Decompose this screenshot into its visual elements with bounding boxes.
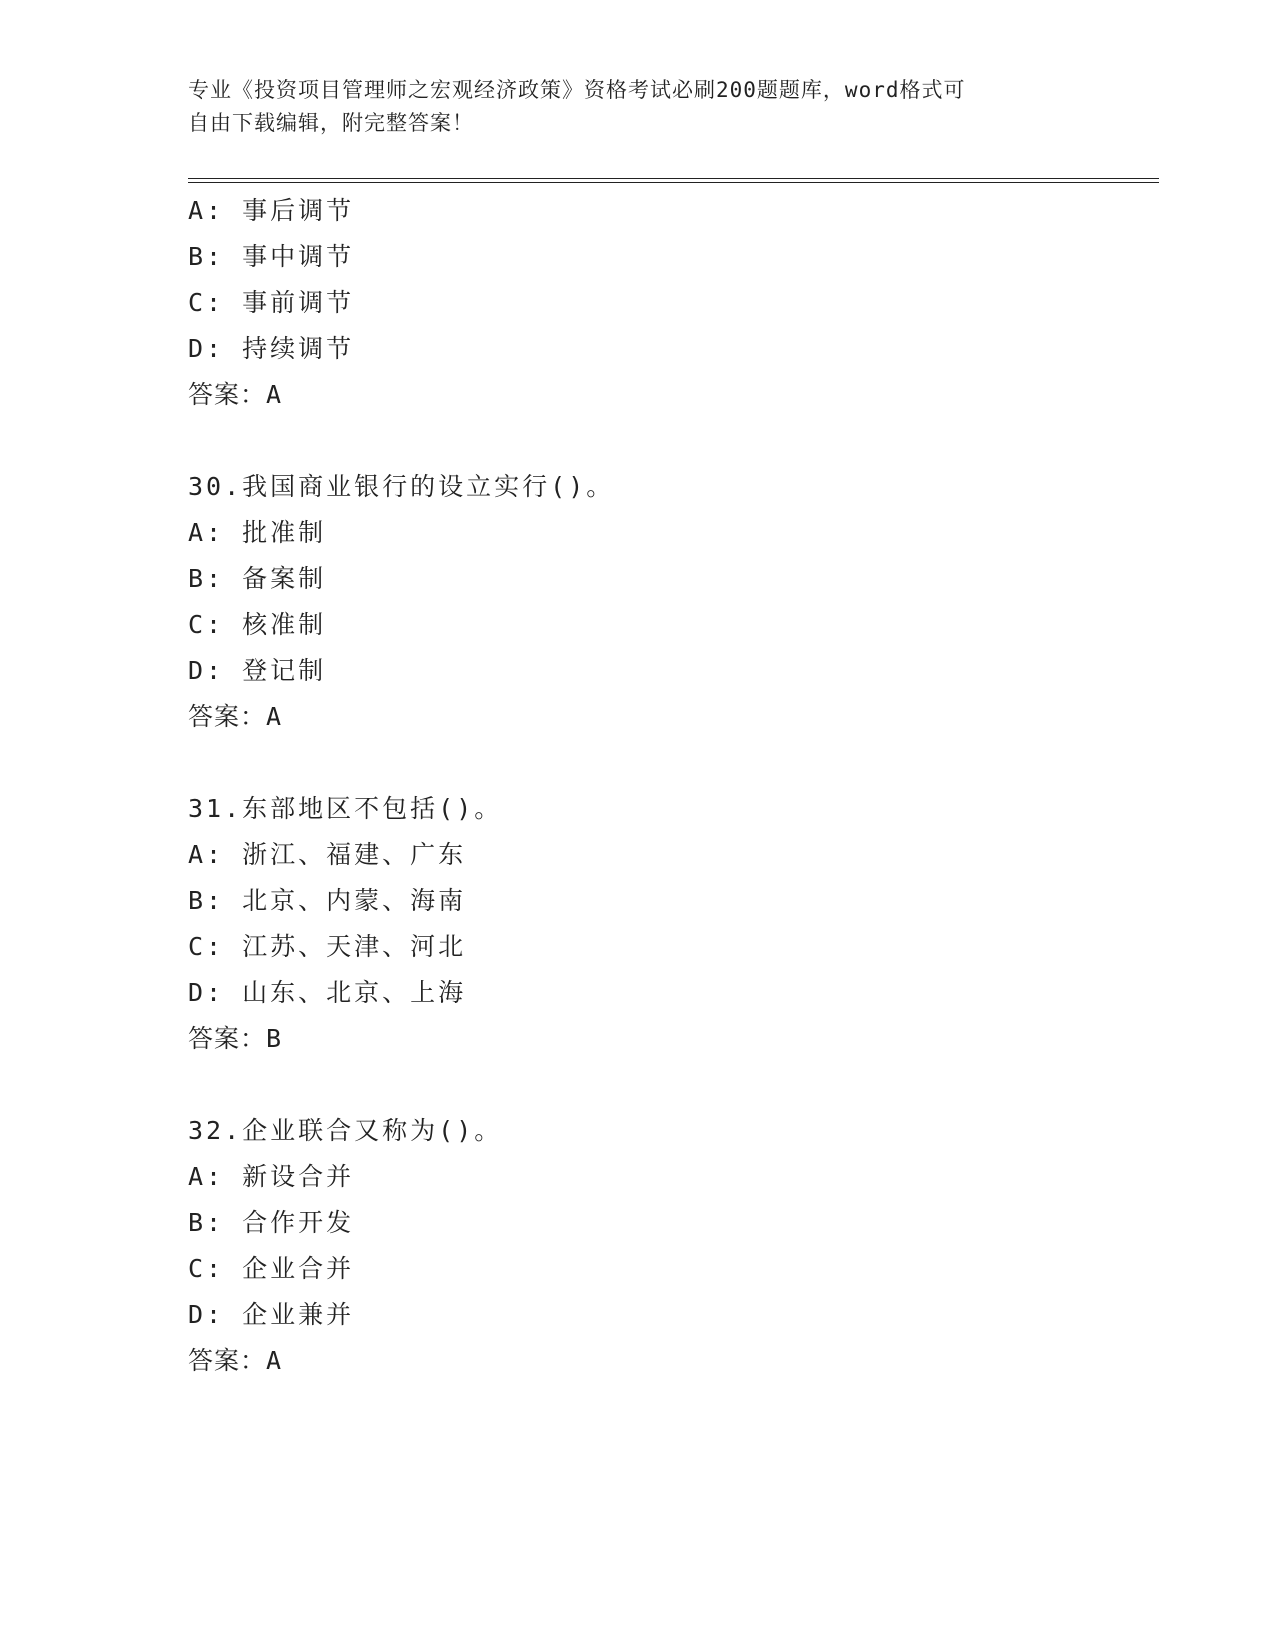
header-divider-top <box>188 178 1159 179</box>
option-a: A: 批准制 <box>188 518 327 547</box>
answer-line: 答案：A <box>188 380 283 409</box>
option-a: A: 事后调节 <box>188 196 355 225</box>
option-c: C: 核准制 <box>188 610 327 639</box>
option-a: A: 浙江、福建、广东 <box>188 840 467 869</box>
question-stem: 31.东部地区不包括()。 <box>188 794 503 823</box>
question-block-30 <box>188 464 1148 740</box>
option-d: D: 登记制 <box>188 656 327 685</box>
header-line-1: 专业《投资项目管理师之宏观经济政策》资格考试必刷200题题库，word格式可 <box>188 78 966 102</box>
option-b: B: 事中调节 <box>188 242 355 271</box>
spacer <box>188 1062 1148 1108</box>
option-d: D: 山东、北京、上海 <box>188 978 467 1007</box>
option-d: D: 持续调节 <box>188 334 355 363</box>
option-d: D: 企业兼并 <box>188 1300 355 1329</box>
question-block-31 <box>188 786 1148 1062</box>
option-c: C: 企业合并 <box>188 1254 355 1283</box>
spacer <box>188 418 1148 464</box>
question-list <box>188 188 1148 1384</box>
option-b: B: 备案制 <box>188 564 327 593</box>
option-b: B: 合作开发 <box>188 1208 355 1237</box>
spacer <box>188 740 1148 786</box>
option-a: A: 新设合并 <box>188 1162 355 1191</box>
header-line-2: 自由下载编辑，附完整答案！ <box>188 111 474 135</box>
question-stem: 32.企业联合又称为()。 <box>188 1116 503 1145</box>
question-block-32 <box>188 1108 1148 1384</box>
answer-line: 答案：A <box>188 1346 283 1375</box>
question-stem: 30.我国商业银行的设立实行()。 <box>188 472 615 501</box>
header-divider-bottom <box>188 182 1159 183</box>
option-c: C: 江苏、天津、河北 <box>188 932 467 961</box>
question-block-partial <box>188 188 1148 418</box>
option-c: C: 事前调节 <box>188 288 355 317</box>
answer-line: 答案：B <box>188 1024 283 1053</box>
answer-line: 答案：A <box>188 702 283 731</box>
option-b: B: 北京、内蒙、海南 <box>188 886 467 915</box>
document-header <box>188 74 1068 140</box>
